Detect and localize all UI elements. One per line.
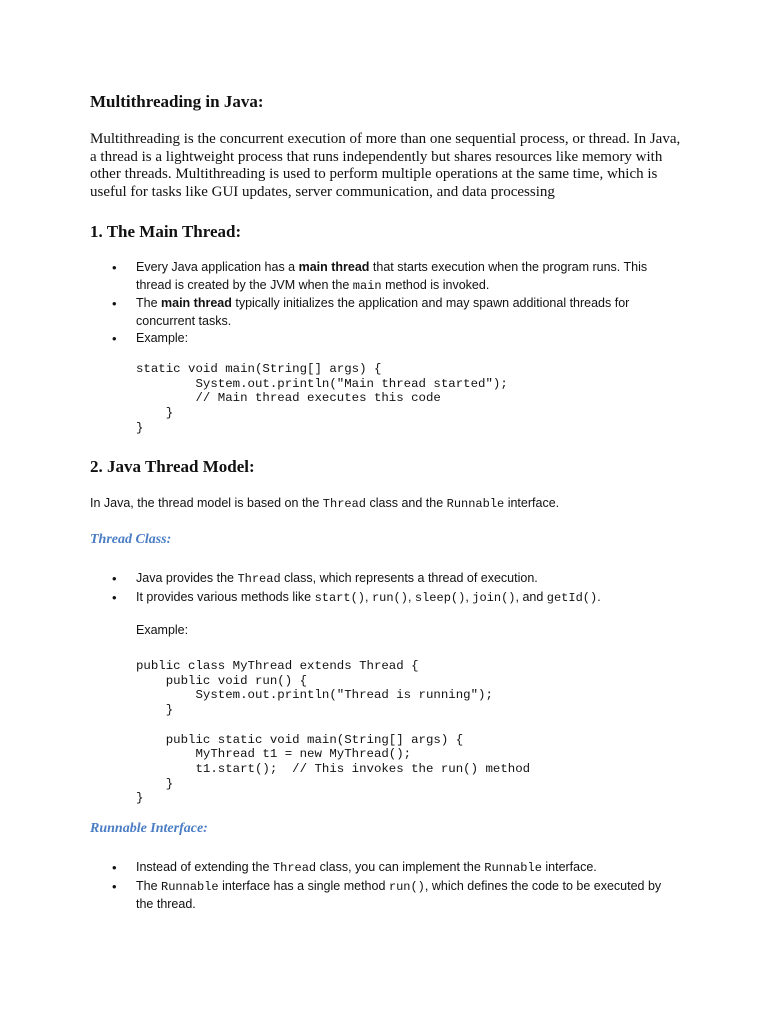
text: interface. (541, 860, 597, 874)
text: typically initializes the application and may spawn additional threads for concurrent tasks. (136, 296, 630, 328)
main-thread-heading: 1. The Main Thread: (90, 222, 242, 241)
text: Instead of extending the (136, 860, 273, 874)
text: Every Java application has a (136, 260, 299, 274)
inline-code: Runnable (446, 497, 505, 511)
text: that starts execution when the program runs. This thread is created by the JVM when the (136, 260, 648, 292)
text: , and (515, 589, 547, 604)
inline-code: start() (314, 590, 365, 605)
list-item (90, 570, 680, 589)
text: class, which represents a thread of execution. (280, 571, 538, 585)
list-item (90, 295, 680, 330)
document-title: Multithreading in Java: (90, 92, 264, 111)
text: interface has a single method (218, 878, 389, 893)
text: , (364, 589, 372, 604)
text: It provides various methods like (136, 589, 315, 604)
inline-code: Thread (272, 861, 317, 875)
text: interface. (504, 496, 560, 510)
bold-text: main thread (298, 260, 370, 274)
text: , (465, 589, 473, 604)
text: method is invoked. (381, 277, 490, 292)
inline-code: Thread (237, 572, 281, 586)
thread-model-heading: 2. Java Thread Model: (90, 457, 255, 476)
bold-text: main thread (161, 296, 232, 310)
text: In Java, the thread model is based on the (90, 496, 323, 510)
thread-class-heading: Thread Class: (90, 532, 172, 547)
inline-code: sleep() (414, 590, 466, 605)
thread-class-code-block: public class MyThread extends Thread { public void run() { System.out.println("Thread is running"); } public static void main(String[] args) { MyThread t1 = new MyThread(); t1.start(); // This invokes the run() method } } (136, 659, 531, 806)
text: The (136, 296, 162, 310)
list-item (90, 589, 680, 608)
list-item (90, 330, 680, 348)
list-item (90, 259, 680, 295)
text: Java provides the (136, 571, 238, 585)
inline-code: getId() (546, 590, 598, 605)
text: . (597, 589, 601, 604)
list-item (90, 859, 680, 878)
thread-class-list (90, 570, 680, 607)
thread-model-paragraph (90, 495, 559, 513)
runnable-list (90, 859, 680, 914)
inline-code: Thread (322, 497, 367, 511)
thread-class-example-label: Example: (136, 623, 189, 637)
text: , which defines the code to be executed by the thread. (136, 878, 662, 911)
main-thread-code-block: static void main(String[] args) { System.out.println("Main thread started"); // Main thread executes this code } } (136, 362, 508, 435)
inline-code: join() (472, 590, 516, 605)
inline-code: main (352, 278, 382, 293)
text: class, you can implement the (316, 860, 485, 874)
inline-code: run() (388, 879, 425, 894)
inline-code: run() (371, 590, 408, 605)
inline-code: Runnable (484, 861, 542, 875)
main-thread-list (90, 259, 680, 348)
list-item (90, 878, 680, 914)
text: class and the (366, 496, 447, 510)
text: , (407, 589, 415, 604)
runnable-interface-heading: Runnable Interface: (90, 821, 208, 836)
intro-paragraph: Multithreading is the concurrent execution of more than one sequential process, or thread. In Java, a thread is a lightweight process that runs independently but shares resources like memory with other threads. Multithreading is used to perform multiple operations at the same time, which is useful for tasks like GUI updates, server communication, and data processing (90, 131, 681, 200)
text: The (136, 878, 162, 893)
inline-code: Runnable (161, 879, 219, 894)
text: Example: (136, 331, 189, 345)
